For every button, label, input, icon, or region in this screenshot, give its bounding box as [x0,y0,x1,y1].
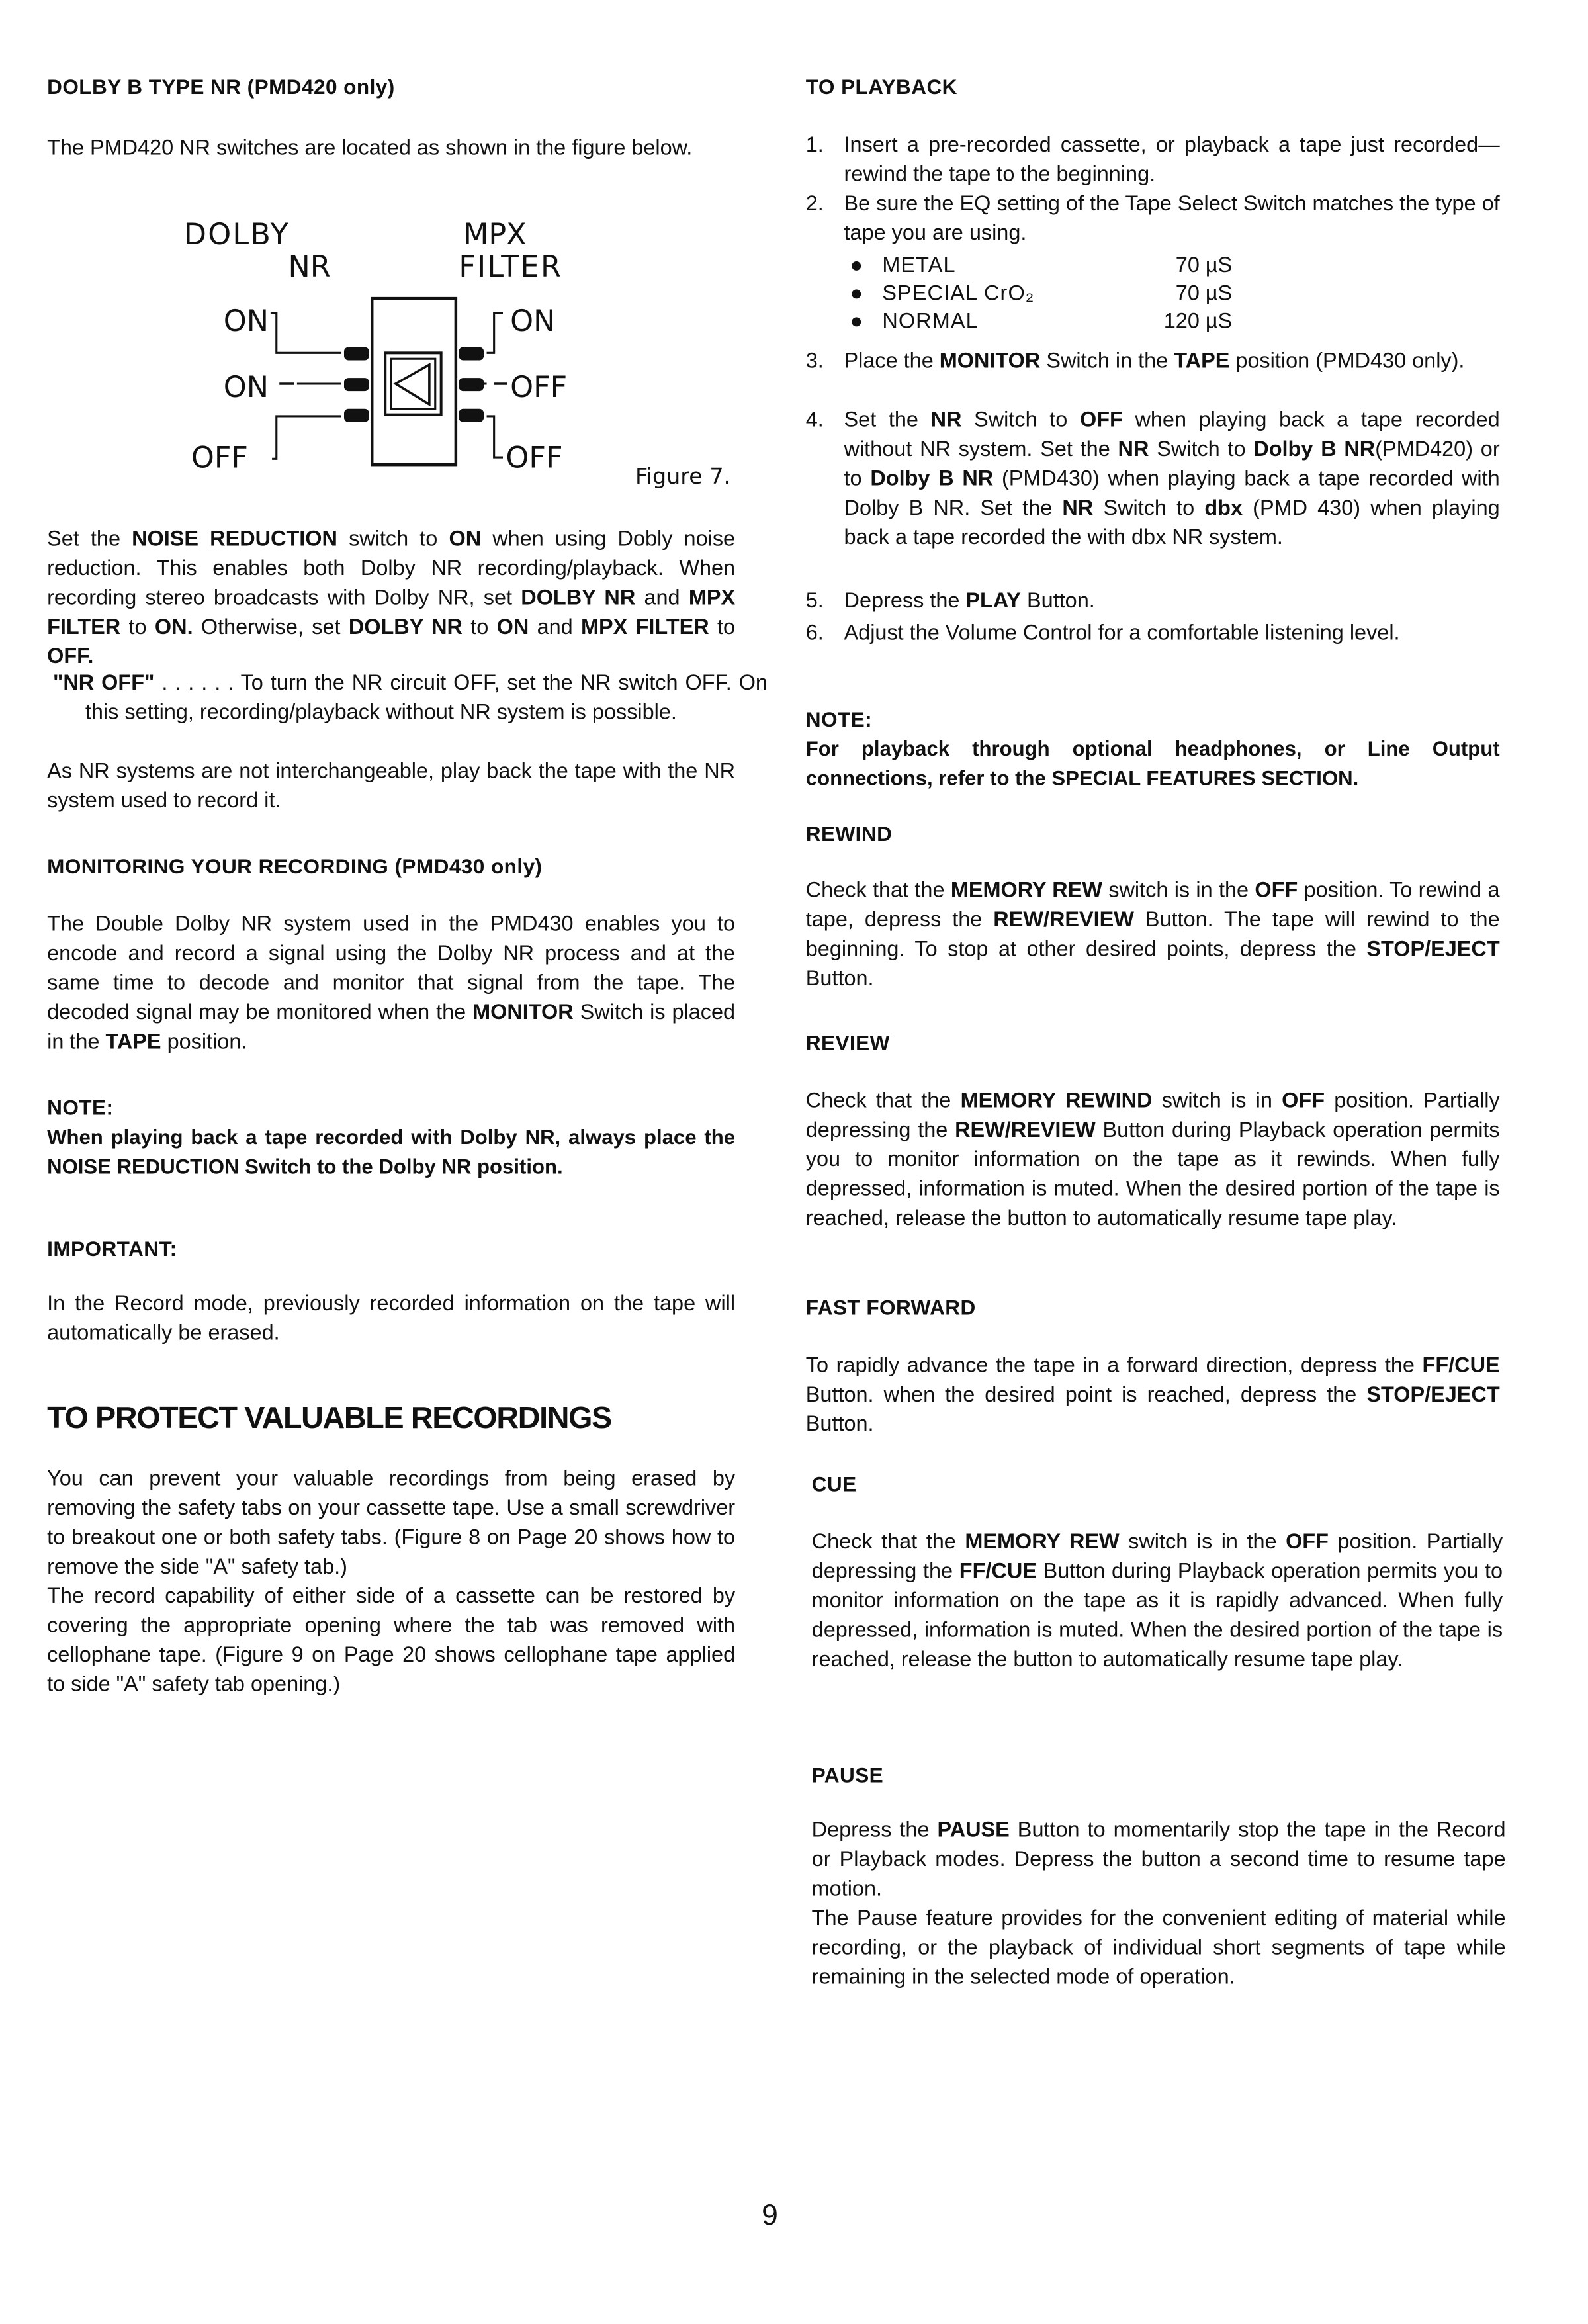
step-number: 6. [805,621,824,646]
step-number: 2. [805,193,824,216]
tape-type-name: NORMAL [882,310,979,334]
nr-off-paragraph [53,669,768,728]
bold-text: ON. [154,616,193,640]
bold-text: ON [449,527,482,552]
tape-type-row [850,309,1232,337]
bold-text: DOLBY NR [521,586,636,611]
tape-type-eq: 70 µS [1175,282,1233,306]
rewind-heading: REWIND [805,823,893,847]
bold-text: MPX FILTER [581,616,709,640]
tape-type-name: SPECIAL CrO₂ [882,282,1035,306]
text: when using Dobly noise reduction. This enables both Dolby NR recording/playback. When recording stereo broadcasts with Dolby NR, set [47,527,736,611]
figure-leader-lines [271,313,503,459]
switch-pads [344,347,484,422]
bold-text: MEMORY REW [965,1531,1120,1554]
bold-text: Dolby B NR [1253,438,1376,462]
bold-text: ON [496,616,529,640]
text: and [635,586,689,611]
figure-label-filter: FILTER [459,249,563,284]
text: Switch in the [1040,349,1174,374]
text: Adjust the Volume Control for a comfortable listening level. [844,621,1400,646]
review-paragraph [806,1087,1500,1233]
text: Button. [805,1413,874,1437]
bold-text: PLAY [965,590,1021,613]
step-number: 4. [805,408,824,433]
note-label: NOTE: [805,709,873,733]
dolby-off-label: OFF [191,441,248,475]
fast-forward-paragraph [806,1351,1500,1439]
bold-text: OFF [1286,1531,1329,1554]
bold-text: STOP/EJECT [1366,1384,1500,1408]
review-heading: REVIEW [805,1032,890,1056]
step-text [844,131,1500,190]
text: to [462,616,497,640]
bullet-icon: ● [850,282,863,306]
noise-reduction-paragraph [47,525,735,672]
bold-text: NR [930,408,962,433]
text: to [120,616,155,640]
switch-window [385,353,441,414]
dolby-nr-intro: The PMD420 NR switches are located as shown in the figure below. [47,136,693,161]
text: Otherwise, set [193,616,349,640]
text: position (PMD430 only). [1229,349,1465,374]
playback-step [806,190,1500,249]
text: Button. when the desired point is reached, depress the [805,1384,1367,1408]
dolby-on-label: ON [223,370,269,404]
playback-step [806,347,1500,376]
rewind-paragraph [806,876,1500,994]
step-text [844,619,1500,648]
bold-text: MEMORY REW [950,879,1102,903]
text: position. Partially depressing the [805,1089,1500,1143]
bold-text: FF/CUE [959,1560,1037,1584]
mpx-off-label: OFF [510,370,568,404]
text: Depress the [811,1818,938,1843]
bold-text: Dolby B NR [870,467,994,492]
switch-indicator-icon [396,365,429,404]
important-label: IMPORTANT: [47,1238,177,1262]
playback-heading: TO PLAYBACK [805,76,957,101]
figure-label-dolby: DOLBY [183,217,290,251]
tape-type-eq: 120 µS [1163,310,1233,334]
protect-paragraph: The record capability of either side of a cassette can be restored by covering the appropriate opening where the tab was removed with cellophane tape. (Figure 9 on Page 20 shows cellophane tape applied to side "A" safety tab opening.) [47,1585,736,1697]
bullet-icon: ● [850,310,863,334]
pause-paragraph: The Pause feature provides for the convenient editing of material while recording, or the playback of individual short segments of tape while remaining in the selected mode of operation. [811,1907,1506,1990]
bold-text: NOISE REDUCTION [132,527,337,552]
cue-heading: CUE [811,1473,857,1497]
bold-text: OFF [1282,1089,1325,1114]
step-text [844,587,1500,616]
note-text: For playback through optional headphones, or Line Output connections, refer to the SPECIAL FEATURES SECTION. [805,737,1500,790]
bold-text: dbx [1204,497,1243,521]
text: Switch to [961,408,1080,433]
text: Depress the [844,590,966,613]
text: Insert a pre-recorded cassette, or playback a tape just recorded—rewind the tape to the beginning. [844,134,1500,187]
text: Button to momentarily stop the tape in the Record or Playback modes. Depress the button a second time to resume tape motion. [811,1818,1506,1902]
tape-type-list [850,253,1232,337]
monitoring-heading: MONITORING YOUR RECORDING (PMD430 only) [47,856,543,879]
playback-step [806,131,1500,190]
page-number: 9 [762,2200,778,2233]
bold-text: TAPE [1174,349,1230,374]
text: Place the [844,349,940,374]
text: Check that the [805,879,951,903]
bold-text: REW/REVIEW [993,909,1134,932]
playback-step [806,587,1500,616]
pause-paragraphs [812,1816,1506,1992]
text: Set the [47,527,132,552]
tape-type-name: METAL [882,254,956,278]
text: switch is in the [1119,1531,1286,1554]
bold-text: REW/REVIEW [955,1119,1096,1143]
fast-forward-heading: FAST FORWARD [805,1296,976,1321]
text: and [529,616,582,640]
bold-text: OFF. [47,645,94,670]
step-number: 3. [805,349,824,374]
text: to [709,616,736,640]
bold-text: OFF [1255,879,1298,903]
text: To rapidly advance the tape in a forward direction, depress the [805,1354,1423,1378]
bold-text: PAUSE [937,1818,1010,1843]
mpx-on-label: ON [510,304,556,338]
text: Button. [805,967,874,991]
note-label: NOTE: [47,1096,114,1121]
tape-type-eq: 70 µS [1175,254,1233,278]
figure-label-nr: NR [288,249,331,284]
text: Switch is placed in the [47,1001,736,1055]
note-text: When playing back a tape recorded with Dolby NR, always place the NOISE REDUCTION Switch to the Dolby NR position. [47,1124,736,1178]
text: position. Partially depressing the [811,1531,1503,1584]
playback-step [806,619,1500,648]
step-text [844,190,1500,249]
text: The Double Dolby NR system used in the PMD430 enables you to encode and record a signal using the Dolby NR process and at the same time to decode and monitor that signal from the tape. The decoded signal may be monitored when the [47,913,736,1025]
pause-heading: PAUSE [811,1764,884,1789]
figure-label-mpx: MPX [463,217,527,251]
bold-text: MPX FILTER [47,586,736,640]
text: (PMD430) when playing back a tape recorded with Dolby B NR. Set the [844,467,1500,521]
pause-paragraph [812,1816,1506,1904]
bullet-icon: ● [850,254,863,278]
text: switch is in [1152,1089,1282,1114]
bold-text: FF/CUE [1422,1354,1500,1378]
text: position. To rewind a tape, depress the [805,879,1500,932]
tape-type-row [850,253,1232,281]
protect-paragraph: You can prevent your valuable recordings from being erased by removing the safety tabs on your cassette tape. Use a small screwdriver to breakout one or both safety tabs. (Figure 8 on Page 20 shows how to remove the side "A" safety tab.) [47,1467,736,1580]
interchange-paragraph: As NR systems are not interchangeable, play back the tape with the NR system used to record it. [47,760,736,813]
bold-text: STOP/EJECT [1366,938,1500,962]
bold-text: "NR OFF" [52,672,155,696]
bold-text: MEMORY REWIND [960,1089,1153,1114]
text: Button. [1020,590,1095,613]
text: Switch to [1149,438,1254,462]
step-text [844,406,1500,553]
bold-text: MONITOR [939,349,1041,374]
text: Check that the [805,1089,961,1114]
text: Button during Playback operation permits you to monitor information on the tape as it rewinds. When fully depressed, information is muted. When the desired portion of the tape is reached, release the button to automatically resume tape play. [805,1119,1500,1231]
text: position. [161,1030,247,1055]
step-number: 1. [805,134,824,157]
bold-text: OFF [1079,408,1123,433]
bold-text: NR [1118,438,1149,462]
text: switch is in the [1102,879,1255,903]
bold-text: DOLBY NR [348,616,463,640]
protect-recordings-title: TO PROTECT VALUABLE RECORDINGS [47,1401,611,1435]
tape-type-row [850,281,1232,308]
step-text [844,347,1500,376]
protect-paragraphs [47,1464,735,1700]
text: switch to [337,527,449,552]
monitoring-paragraph [47,911,735,1057]
text: . . . . . . To turn the NR circuit OFF, set the NR switch OFF. On this setting, recording/playback without NR system is possible. [85,672,768,725]
dolby-on-label: ON [223,304,269,338]
text: Button during Playback operation permits you to monitor information on the tape as it is rapidly advanced. When fully depressed, information is muted. When the desired portion of the tape is reached, release the button to automatically resume tape play. [811,1560,1503,1672]
text: when playing back a tape recorded without NR system. Set the [844,408,1500,462]
text: (PMD420) or to [844,438,1500,492]
dolby-nr-heading: DOLBY B TYPE NR (PMD420 only) [47,76,395,101]
bold-text: MONITOR [472,1001,574,1025]
text: Button. The tape will rewind to the beginning. To stop at other desired points, depress the [805,909,1500,962]
figure-caption: Figure 7. [635,463,731,490]
important-text: In the Record mode, previously recorded information on the tape will automatically be erased. [47,1292,736,1346]
text: Be sure the EQ setting of the Tape Select Switch matches the type of tape you are using. [844,193,1500,246]
text: Check that the [811,1531,965,1554]
bold-text: TAPE [105,1030,161,1055]
mpx-off-label: OFF [506,441,563,475]
switch-body [372,298,456,465]
bold-text: NR [1062,497,1094,521]
step-number: 5. [805,590,824,613]
playback-step [806,406,1500,553]
text: Set the [844,408,931,433]
cue-paragraph [812,1528,1503,1675]
text: Switch to [1093,497,1205,521]
text: (PMD 430) when playing back a tape recorded the with dbx NR system. [844,497,1500,551]
